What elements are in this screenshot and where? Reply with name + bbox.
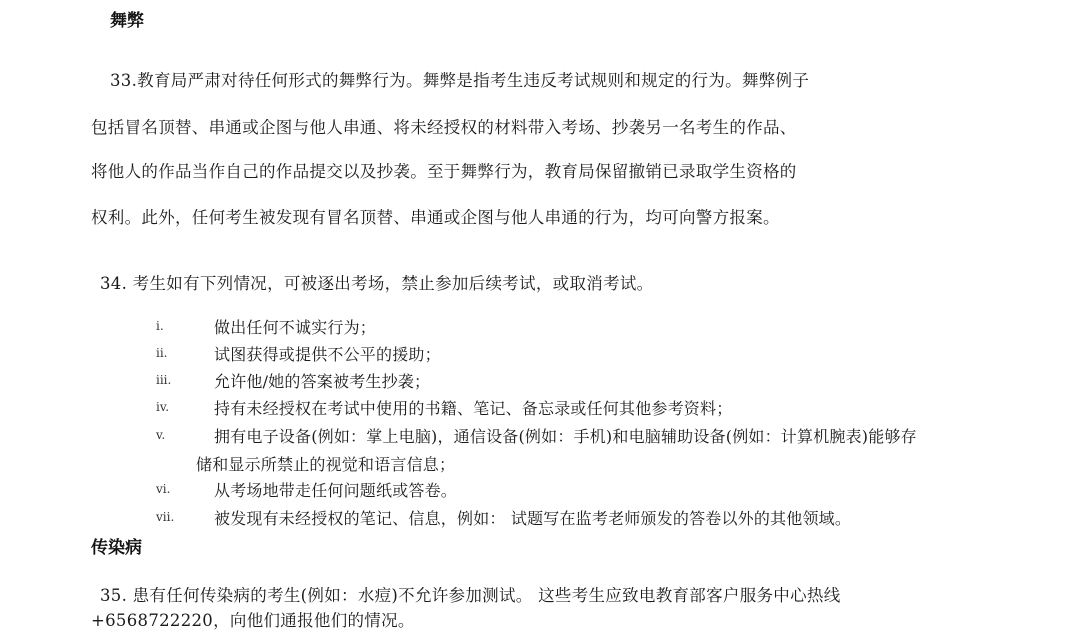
list-item-numeral: ii.	[156, 346, 168, 360]
section-heading-cheating: 舞弊	[110, 11, 144, 31]
list-item-numeral: v.	[156, 428, 166, 442]
paragraph-line: 包括冒名顶替、串通或企图与他人串通、将未经授权的材料带入考场、抄袭另一名考生的作品、	[91, 118, 797, 137]
list-item-numeral: vi.	[156, 482, 171, 496]
paragraph-line: 33.教育局严肃对待任何形式的舞弊行为。舞弊是指考生违反考试规则和规定的行为。舞弊例子	[110, 71, 810, 90]
list-item-numeral: i.	[156, 319, 164, 333]
section-heading-infectious-disease: 传染病	[91, 538, 142, 558]
list-item-text: 试图获得或提供不公平的援助；	[214, 345, 441, 364]
paragraph-line: 35. 患有任何传染病的考生(例如：水痘)不允许参加测试。 这些考生应致电教育部客户服务中心热线	[100, 586, 841, 605]
paragraph-34: 34. 考生如有下列情况，可被逐出考场，禁止参加后续考试，或取消考试。	[100, 274, 654, 293]
list-item-continuation: 储和显示所禁止的视觉和语言信息；	[196, 455, 456, 474]
list-item-text: 做出任何不诚实行为；	[214, 318, 377, 337]
paragraph-line: +6568722220，向他们通报他们的情况。	[91, 611, 415, 630]
paragraph-line: 权利。此外，任何考生被发现有冒名顶替、串通或企图与他人串通的行为，均可向警方报案。	[91, 208, 780, 227]
list-item-text: 拥有电子设备(例如：掌上电脑)，通信设备(例如：手机)和电脑辅助设备(例如：计算机腕表)能够存	[214, 427, 917, 446]
list-item-numeral: vii.	[156, 510, 175, 524]
paragraph-line: 将他人的作品当作自己的作品提交以及抄袭。至于舞弊行为，教育局保留撤销已录取学生资格的	[91, 162, 797, 181]
list-item-text: 持有未经授权在考试中使用的书籍、笔记、备忘录或任何其他参考资料；	[214, 399, 733, 418]
list-item-text: 允许他/她的答案被考生抄袭；	[214, 372, 431, 391]
list-item-text: 从考场地带走任何问题纸或答卷。	[214, 481, 458, 500]
list-item-numeral: iii.	[156, 373, 172, 387]
list-item-numeral: iv.	[156, 400, 170, 414]
list-item-text: 被发现有未经授权的笔记、信息，例如： 试题写在监考老师颁发的答卷以外的其他领域。	[214, 509, 852, 528]
